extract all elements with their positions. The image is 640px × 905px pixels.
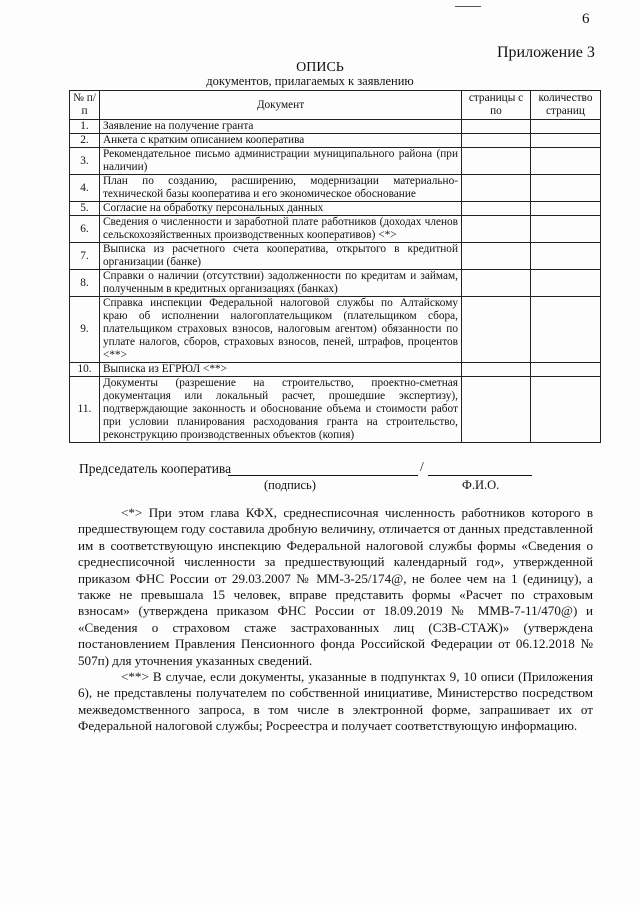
table-row <box>70 270 601 297</box>
row-count <box>531 243 601 270</box>
row-pages <box>462 297 531 363</box>
row-doc: Справки о наличии (отсутствии) задолженности по кредитам и займам, полученным в кредитных организациях (банках) <box>100 270 462 297</box>
row-num: 8. <box>70 270 100 297</box>
header-num: № п/п <box>70 91 100 120</box>
name-line <box>428 475 532 476</box>
row-num: 5. <box>70 202 100 216</box>
row-count <box>531 148 601 175</box>
row-doc: Согласие на обработку персональных данных <box>100 202 462 216</box>
signature-caption: (подпись) <box>264 478 316 492</box>
row-pages <box>462 202 531 216</box>
row-pages <box>462 270 531 297</box>
row-num: 7. <box>70 243 100 270</box>
table-row <box>70 202 601 216</box>
table-row <box>70 377 601 443</box>
header-document: Документ <box>100 91 462 120</box>
appendix-label: Приложение 3 <box>497 44 595 61</box>
footnote-2: <**> В случае, если документы, указанные в подпунктах 9, 10 описи (Приложения 6), не представлены получателем по собственной инициативе, Министерство посредством межведомственного запроса, в том числе в электронной форме, запрашивает их от Федеральной налоговой службы; Росреестра и получает соответствующую информацию. <box>78 669 593 734</box>
row-pages <box>462 377 531 443</box>
row-count <box>531 363 601 377</box>
row-num: 11. <box>70 377 100 443</box>
row-pages <box>462 175 531 202</box>
table-row <box>70 134 601 148</box>
table-row <box>70 175 601 202</box>
row-count <box>531 120 601 134</box>
row-doc: Анкета с кратким описанием кооператива <box>100 134 462 148</box>
table-row <box>70 216 601 243</box>
row-pages <box>462 363 531 377</box>
page-number: 6 <box>582 11 590 27</box>
page-title: ОПИСЬ <box>296 60 344 75</box>
row-count <box>531 202 601 216</box>
row-num: 3. <box>70 148 100 175</box>
row-count <box>531 270 601 297</box>
table-row <box>70 120 601 134</box>
row-doc: Справка инспекции Федеральной налоговой службы по Алтайскому краю об исполнении налогоплательщиком (плательщиком сбора, плательщиком страховых взносов, налоговым агентом) обязанности по уплате налогов, сборов, страховых взносов, пеней, штрафов, процентов <**> <box>100 297 462 363</box>
row-doc: Сведения о численности и заработной плате работников (доходах членов сельскохозяйственных производственных кооперативов) <*> <box>100 216 462 243</box>
signature-line <box>228 475 418 476</box>
row-doc: Выписка из ЕГРЮЛ <**> <box>100 363 462 377</box>
row-pages <box>462 134 531 148</box>
page-subtitle: документов, прилагаемых к заявлению <box>206 74 414 88</box>
documents-table <box>69 90 601 443</box>
row-doc: План по созданию, расширению, модернизации материально-технической базы кооператива и его экономическое обоснование <box>100 175 462 202</box>
header-count: количество страниц <box>531 91 601 120</box>
footnotes <box>78 505 593 735</box>
row-num: 6. <box>70 216 100 243</box>
table-row <box>70 297 601 363</box>
row-pages <box>462 120 531 134</box>
row-num: 2. <box>70 134 100 148</box>
row-count <box>531 175 601 202</box>
table-row <box>70 243 601 270</box>
row-doc: Выписка из расчетного счета кооператива, открытого в кредитной организации (банке) <box>100 243 462 270</box>
signature-label: Председатель кооператива <box>79 461 232 476</box>
row-num: 1. <box>70 120 100 134</box>
row-doc: Документы (разрешение на строительство, проектно-сметная документация или локальный расчет, прошедшие экспертизу), подтверждающие законность и обоснование объема и стоимости работ при условии планирования расходования гранта на строительство, реконструкцию производственных объектов (копия) <box>100 377 462 443</box>
name-caption: Ф.И.О. <box>462 478 500 492</box>
header-pages: страницы с по <box>462 91 531 120</box>
footnote-1: <*> При этом глава КФХ, среднесписочная численность работников которого в предшествующем году составила дробную величину, отличается от данных представленной им в соответствующую инспекцию Федеральной налоговой службы формы «Сведения о среднесписочной численности за предшествующий календарный год», утвержденной приказом ФНС России от 29.03.2007 № ММ-3-25/174@, не более чем на 1 (единицу), а также не превышала 15 человек, вправе представить формы «Расчет по страховым взносам» (утверждена приказом ФНС России от 18.09.2019 № ММВ-7-11/470@) и «Сведения о страховом стаже застрахованных лиц (СЗВ-СТАЖ)» (утверждена постановлением Правления Пенсионного фонда Российской Федерации от 06.12.2018 № 507п) для уточнения указанных сведений. <box>78 505 593 668</box>
table-row <box>70 363 601 377</box>
row-count <box>531 216 601 243</box>
row-pages <box>462 216 531 243</box>
row-count <box>531 377 601 443</box>
row-doc: Заявление на получение гранта <box>100 120 462 134</box>
row-count <box>531 297 601 363</box>
row-pages <box>462 148 531 175</box>
table-row <box>70 148 601 175</box>
top-rule <box>455 6 481 7</box>
row-num: 9. <box>70 297 100 363</box>
table-header-row <box>70 91 601 120</box>
row-doc: Рекомендательное письмо администрации муниципального района (при наличии) <box>100 148 462 175</box>
row-pages <box>462 243 531 270</box>
row-num: 10. <box>70 363 100 377</box>
row-num: 4. <box>70 175 100 202</box>
row-count <box>531 134 601 148</box>
signature-slash: / <box>420 459 424 474</box>
